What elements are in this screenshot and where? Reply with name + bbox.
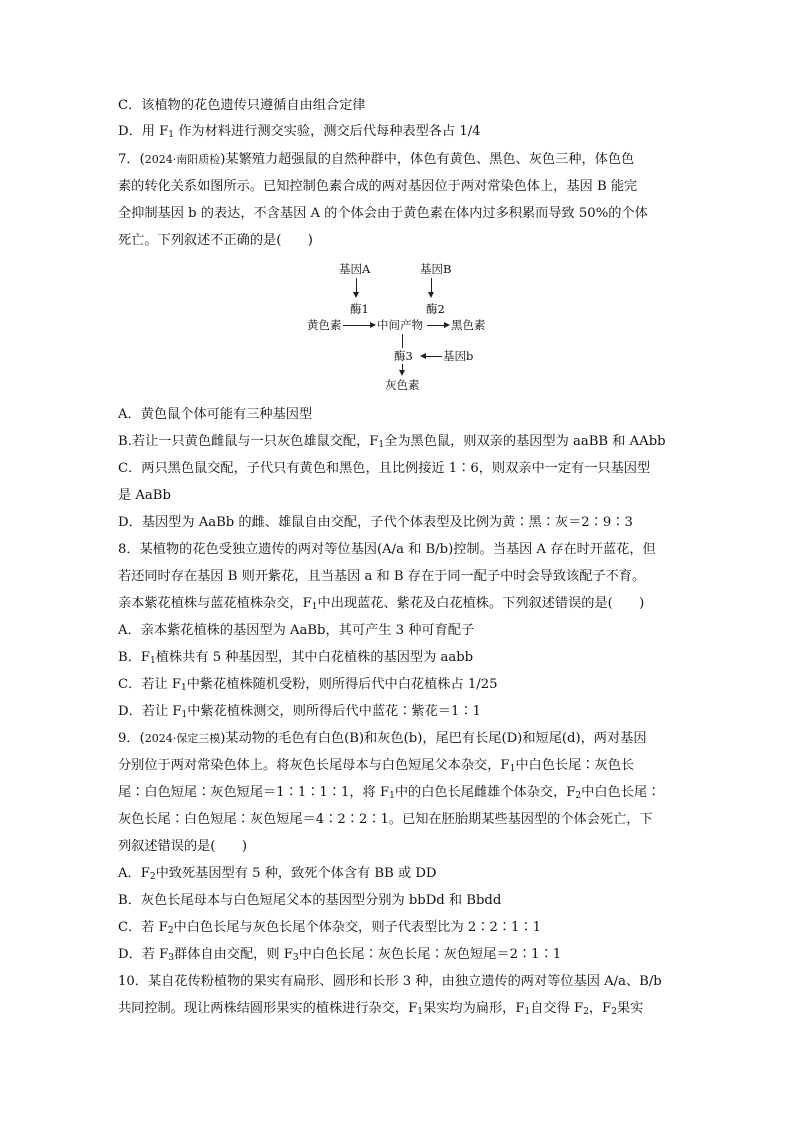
q7-option-c-line2: 是 AaBb bbox=[118, 488, 171, 503]
black-pigment-label: 黑色素 bbox=[451, 318, 486, 332]
q10-stem-line1: 10．某自花传粉植物的果实有扁形、圆形和长形 3 种，由独立遗传的两对等位基因 A/a、B/b bbox=[118, 974, 662, 989]
q10-stem-line2: 共同控制。现让两株结圆形果实的植株进行杂交，$F_1$果实均为扁形，$F_1$自交得 $F_2$，$F_2$果实 bbox=[118, 1001, 644, 1017]
q7-stem-line1: 7．(2024·南阳质检)某繁殖力超强鼠的自然种群中，体色有黄色、黑色、灰色三种，体色色 bbox=[118, 152, 635, 167]
q9-option-c: C．若 $F_2$中白色长尾与灰色长尾个体杂交，则子代表型比为 2∶2∶1∶1 bbox=[118, 920, 541, 936]
gray-pigment-label: 灰色素 bbox=[385, 378, 420, 392]
q9-stem-line2: 分别位于两对常染色体上。将灰色长尾母本与白色短尾父本杂交，$F_1$中白色长尾∶灰色长 bbox=[118, 758, 635, 774]
q9-stem-line3: 尾∶白色短尾∶灰色短尾＝1∶1∶1∶1，将 $F_1$中的白色长尾雌雄个体杂交，$F_2$中白色长尾∶ bbox=[118, 785, 661, 801]
q7-option-a: A．黄色鼠个体可能有三种基因型 bbox=[118, 407, 313, 422]
arrowhead-gene-b bbox=[428, 292, 434, 298]
q8-option-b: B．$F_1$植株共有 5 种基因型，其中白花植株的基因型为 aabb bbox=[118, 650, 474, 666]
q7-stem-line2: 素的转化关系如图所示。已知控制色素合成的两对基因位于两对常染色体上，基因 B 能完 bbox=[118, 179, 638, 194]
arrowhead-gene-a bbox=[353, 292, 359, 298]
yellow-pigment-label: 黄色素 bbox=[307, 318, 342, 332]
q8-option-c: C．若让 $F_1$中紫花植株随机受粉，则所得后代中白花植株占 1/25 bbox=[118, 677, 498, 693]
q7-option-b: B.若让一只黄色雌鼠与一只灰色雄鼠交配，$F_1$全为黑色鼠，则双亲的基因型为 aaBB 和 AAbb bbox=[118, 434, 666, 450]
q8-stem-line2: 若还同时存在基因 B 则开紫花，且当基因 a 和 B 存在于同一配子中时会导致该配子不育。 bbox=[118, 569, 646, 584]
q7-option-d: D．基因型为 AaBb 的雌、雄鼠自由交配，子代个体表型及比例为黄∶黑∶灰＝2∶9∶3 bbox=[118, 515, 633, 530]
enzyme2-label: 酶2 bbox=[426, 302, 445, 316]
q9-option-a: A．$F_2$中致死基因型有 5 种，致死个体含有 BB 或 DD bbox=[118, 866, 437, 882]
q9-stem-line4: 灰色长尾∶白色短尾∶灰色短尾＝4∶2∶2∶1。已知在胚胎期某些基因型的个体会死亡，下 bbox=[118, 812, 653, 827]
q8-stem-line3: 亲本紫花植株与蓝花植株杂交，$F_1$中出现蓝花、紫花及白花植株。下列叙述错误的是( ) bbox=[118, 596, 645, 612]
arrow-yellow-to-inter bbox=[343, 325, 371, 326]
q7-stem-line3: 全抑制基因 b 的表达，不含基因 A 的个体会由于黄色素在体内过多积累而导致 50%的个体 bbox=[118, 206, 648, 221]
q8-option-d: D．若让 $F_1$中紫花植株测交，则所得后代中蓝花∶紫花＝1∶1 bbox=[118, 704, 481, 720]
enzyme1-label: 酶1 bbox=[350, 302, 369, 316]
arrowhead-gray bbox=[399, 370, 405, 376]
q6-option-c: C．该植物的花色遗传只遵循自由组合定律 bbox=[118, 98, 366, 113]
arrowhead-2 bbox=[444, 322, 450, 328]
arrowhead-1 bbox=[370, 322, 376, 328]
q7-option-c-line1: C．两只黑色鼠交配，子代只有黄色和黑色，且比例接近 1∶6，则双亲中一定有一只基因型 bbox=[118, 461, 651, 476]
q8-option-a: A．亲本紫花植株的基因型为 AaBb，其可产生 3 种可育配子 bbox=[118, 623, 475, 638]
gene-b-lower-label: 基因b bbox=[443, 349, 474, 363]
q7-stem-line4: 死亡。下列叙述不正确的是( ) bbox=[118, 233, 313, 248]
arrow-inter-down-1 bbox=[402, 334, 403, 348]
arrow-inter-to-black bbox=[427, 325, 445, 326]
q9-option-b: B．灰色长尾母本与白色短尾父本的基因型分别为 bbDd 和 Bbdd bbox=[118, 893, 502, 908]
q9-stem-line5: 列叙述错误的是( ) bbox=[118, 839, 247, 854]
q8-stem-line1: 8．某植物的花色受独立遗传的两对等位基因(A/a 和 B/b)控制。当基因 A 存在时开蓝花，但 bbox=[118, 542, 656, 557]
q9-option-d: D．若 $F_3$群体自由交配，则 $F_3$中白色长尾∶灰色长尾∶灰色短尾＝2∶1∶1 bbox=[118, 947, 562, 963]
gene-a-label: 基因A bbox=[339, 262, 371, 276]
q6-option-d: D．用 $F_1$ 作为材料进行测交实验，测交后代每种表型各占 1/4 bbox=[118, 124, 481, 140]
q9-stem-line1: 9．(2024·保定三模)某动物的毛色有白色(B)和灰色(b)，尾巴有长尾(D)和短尾(d)，两对基因 bbox=[118, 731, 647, 746]
arrow-geneb-to-enz3 bbox=[425, 356, 442, 357]
gene-b-label: 基因B bbox=[420, 262, 452, 276]
intermediate-product-label: 中间产物 bbox=[377, 318, 423, 332]
enzyme3-label: 酶3 bbox=[394, 349, 413, 363]
